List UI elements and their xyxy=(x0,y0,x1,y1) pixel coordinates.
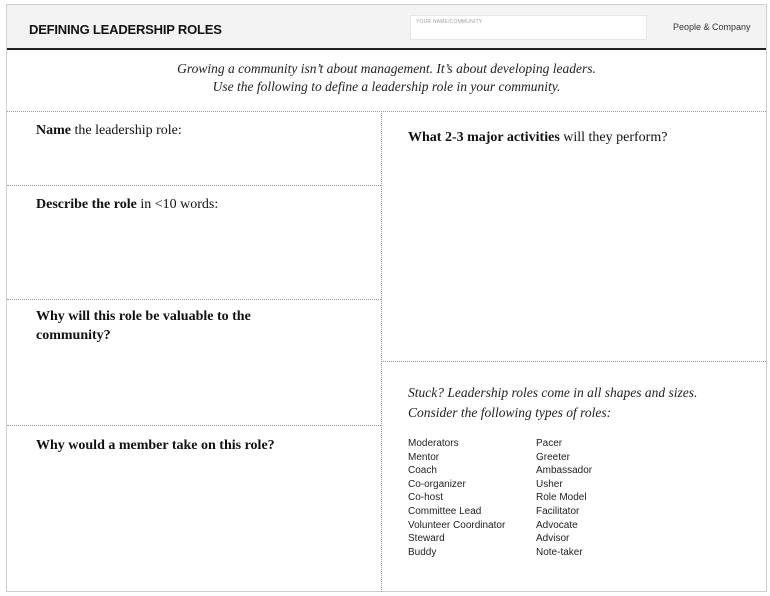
divider-left-3 xyxy=(7,425,381,426)
question-member-take-role: Why would a member take on this role? xyxy=(36,438,275,453)
question-name-role xyxy=(36,121,366,140)
role-item: Volunteer Coordinator xyxy=(408,519,506,531)
role-item: Note-taker xyxy=(536,546,583,558)
stuck-hint xyxy=(408,383,748,423)
intro-line-1: Growing a community isn’t about management. It’s about developing leaders. xyxy=(177,61,596,76)
question-major-activities xyxy=(408,128,748,147)
name-community-field[interactable] xyxy=(410,15,647,40)
role-item: Co-host xyxy=(408,492,444,504)
roles-list-col1 xyxy=(408,437,505,559)
intro-line-2: Use the following to define a leadership role in your community. xyxy=(212,79,561,94)
role-item: Advocate xyxy=(536,519,578,531)
worksheet-page xyxy=(6,4,767,592)
role-item: Mentor xyxy=(408,451,440,463)
divider-right-1 xyxy=(381,361,766,362)
role-item: Steward xyxy=(408,533,445,545)
page-title: DEFINING LEADERSHIP ROLES xyxy=(29,22,222,37)
header-bar xyxy=(7,5,766,50)
role-item: Buddy xyxy=(408,546,437,558)
question-role-valuable: Why will this role be valuable to the community? xyxy=(36,309,251,343)
role-item: Usher xyxy=(536,478,563,490)
question-major-activities-bold: What 2-3 major activities xyxy=(408,130,560,145)
question-name-role-rest: the leadership role: xyxy=(71,123,182,138)
intro-text xyxy=(7,60,766,96)
role-item: Greeter xyxy=(536,451,570,463)
role-item: Moderators xyxy=(408,438,459,449)
stuck-line-1: Stuck? Leadership roles come in all shapes and sizes. xyxy=(408,385,698,400)
roles-list-col2 xyxy=(536,437,592,559)
question-describe-role xyxy=(36,195,366,214)
role-item: Coach xyxy=(408,465,437,477)
question-major-activities-rest: will they perform? xyxy=(559,130,668,145)
question-name-role-bold: Name xyxy=(36,123,71,138)
question-describe-role-rest: in <10 words: xyxy=(136,197,219,212)
stuck-line-2: Consider the following types of roles: xyxy=(408,405,612,420)
brand-name: People & Company xyxy=(673,22,751,32)
role-item: Co-organizer xyxy=(408,478,466,490)
role-item: Ambassador xyxy=(536,465,593,477)
divider-left-2 xyxy=(7,299,381,300)
role-item: Advisor xyxy=(536,533,570,545)
divider-center xyxy=(381,111,382,592)
role-item: Pacer xyxy=(536,438,563,449)
role-item: Committee Lead xyxy=(408,505,482,517)
divider-top xyxy=(7,111,766,112)
role-item: Role Model xyxy=(536,492,587,504)
role-item: Facilitator xyxy=(536,505,580,517)
name-community-label: YOUR NAME/COMMUNITY xyxy=(416,19,483,25)
divider-left-1 xyxy=(7,185,381,186)
question-describe-role-bold: Describe the role xyxy=(36,197,137,212)
